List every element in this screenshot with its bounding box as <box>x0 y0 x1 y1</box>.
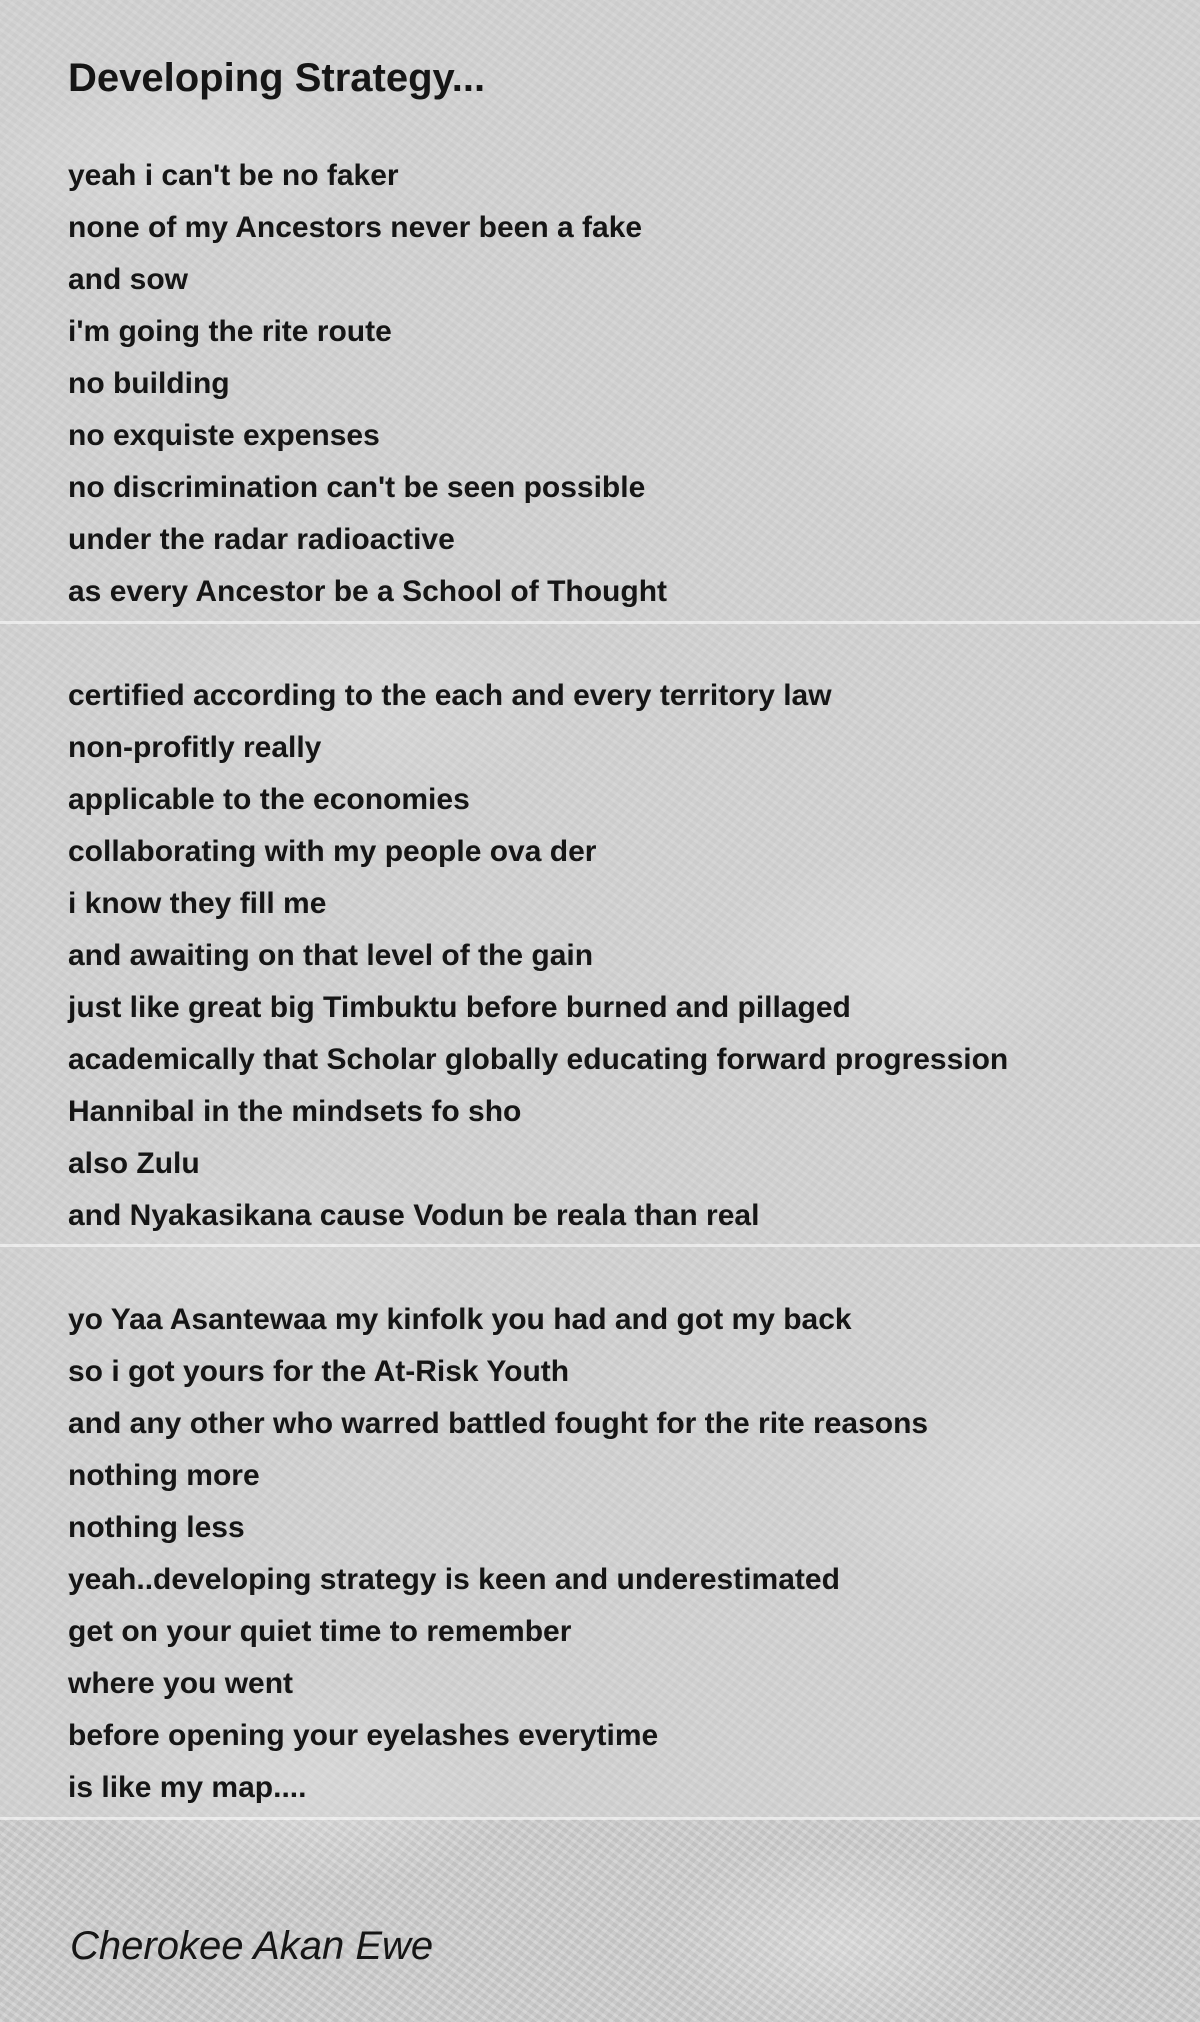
poem-line: also Zulu <box>68 1147 200 1180</box>
poem-line: is like my map.... <box>68 1771 307 1804</box>
poem-line: none of my Ancestors never been a fake <box>68 211 643 244</box>
poem-line: Hannibal in the mindsets fo sho <box>68 1095 522 1128</box>
band-divider <box>0 1817 1200 1820</box>
poem-line: under the radar radioactive <box>68 523 455 556</box>
poem-line: before opening your eyelashes everytime <box>68 1719 659 1752</box>
poem-line: as every Ancestor be a School of Thought <box>68 575 668 608</box>
poem-line: so i got yours for the At-Risk Youth <box>68 1355 570 1388</box>
poem-line: and Nyakasikana cause Vodun be reala than real <box>68 1199 760 1232</box>
poem-line: where you went <box>68 1667 294 1700</box>
poem-line: yeah i can't be no faker <box>68 159 399 192</box>
poem-line: nothing less <box>68 1511 245 1544</box>
poem-line: non-profitly really <box>68 731 322 764</box>
poem-line: academically that Scholar globally educating forward progression <box>68 1043 1009 1076</box>
poem-line: no exquiste expenses <box>68 419 380 452</box>
poem-line: and awaiting on that level of the gain <box>68 939 594 972</box>
poem-line: certified according to the each and every territory law <box>68 679 832 712</box>
poem-line: yeah..developing strategy is keen and underestimated <box>68 1563 840 1596</box>
poem-line: get on your quiet time to remember <box>68 1615 572 1648</box>
stanza-1 <box>68 150 667 618</box>
poem-line: nothing more <box>68 1459 260 1492</box>
poem-line: collaborating with my people ova der <box>68 835 597 868</box>
poem-line: yo Yaa Asantewaa my kinfolk you had and got my back <box>68 1303 852 1336</box>
poem-line: applicable to the economies <box>68 783 470 816</box>
poem-line: no discrimination can't be seen possible <box>68 471 646 504</box>
band-divider <box>0 621 1200 624</box>
band-divider <box>0 1244 1200 1247</box>
poem-line: i know they fill me <box>68 887 327 920</box>
poem-title: Developing Strategy... <box>68 56 486 100</box>
stanza-2 <box>68 670 1008 1242</box>
poem-line: i'm going the rite route <box>68 315 392 348</box>
poem-line: and any other who warred battled fought for the rite reasons <box>68 1407 929 1440</box>
poem-line: no building <box>68 367 230 400</box>
poem-line: just like great big Timbuktu before burned and pillaged <box>68 991 851 1024</box>
poem-author: Cherokee Akan Ewe <box>70 1924 434 1968</box>
poem-line: and sow <box>68 263 189 296</box>
stanza-3 <box>68 1294 928 1814</box>
